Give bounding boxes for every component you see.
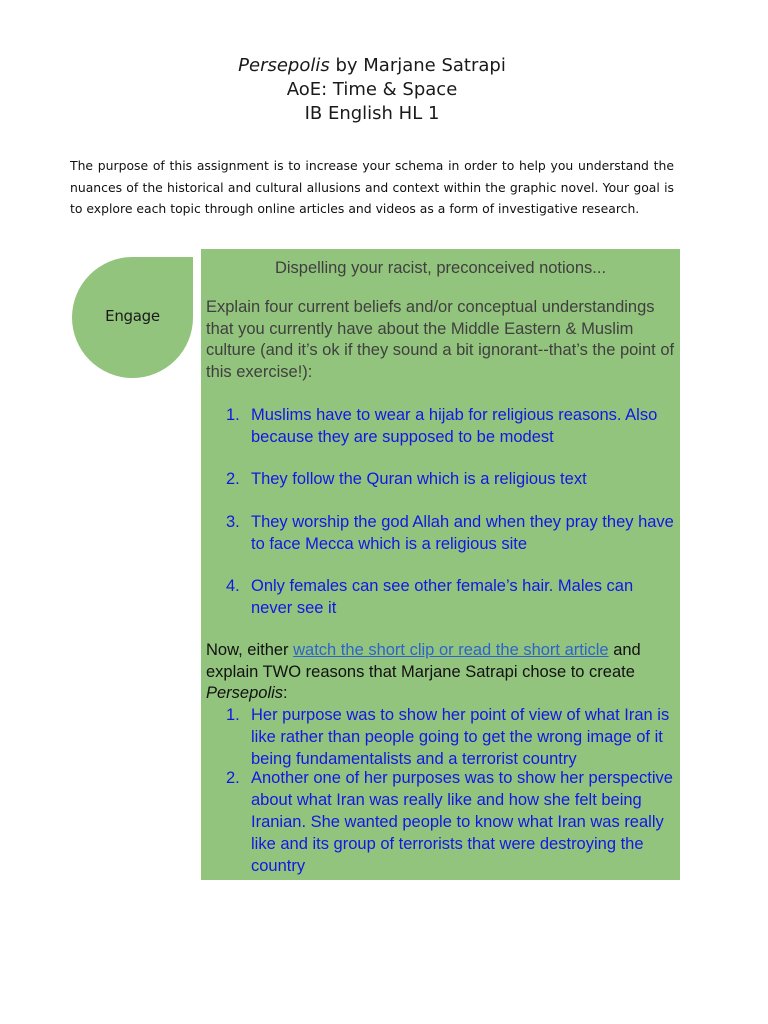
course-name: IB English HL 1 (304, 103, 440, 124)
reason-text: Her purpose was to show her point of view of what Iran is like rather than people going to get the wrong image of it being fundamentalists and a terrorist country (251, 706, 670, 768)
reason-number: 1. (226, 706, 240, 724)
reason-item (206, 704, 678, 770)
belief-item (206, 575, 678, 619)
reason-number: 2. (226, 769, 240, 787)
belief-text: They worship the god Allah and when they pray they have to face Mecca which is a religious site (251, 513, 674, 553)
belief-number: 3. (226, 513, 240, 531)
belief-item (206, 468, 678, 490)
intro-paragraph: The purpose of this assignment is to increase your schema in order to help you understand the nuances of the historical and cultural allusions and context within the graphic novel. Your goal is to explore each topic through online articles and videos as a form of investigative research. (70, 158, 674, 216)
reasons-prompt-prefix: Now, either (206, 641, 294, 659)
belief-number: 1. (226, 406, 240, 424)
subtitle: AoE: Time & Space (286, 79, 458, 100)
beliefs-prompt: Explain four current beliefs and/or conceptual understandings that you currently have about the Middle Eastern & Muslim culture (and it’s ok if they sound a bit ignorant--that’s the point of this exercise!): (206, 298, 675, 381)
belief-text: Muslims have to wear a hijab for religious reasons. Also because they are supposed to be modest (251, 406, 658, 446)
reason-text: Another one of her purposes was to show her perspective about what Iran was really like and how she felt being Iranian. She wanted people to know what Iran was really like and its group of terrorists that were destroying the country (251, 769, 673, 875)
clip-article-link[interactable]: watch the short clip or read the short article (293, 641, 609, 659)
belief-text: They follow the Quran which is a religious text (251, 470, 587, 488)
belief-number: 2. (226, 470, 240, 488)
prompt-colon: : (283, 684, 288, 702)
reason-item (206, 767, 678, 877)
book-title: Persepolis (238, 55, 330, 76)
panel-heading: Dispelling your racist, preconceived notions... (274, 259, 607, 277)
document-title-block (0, 54, 744, 126)
reasons-prompt (206, 640, 678, 705)
engage-label: Engage (105, 307, 160, 325)
belief-item (206, 511, 678, 555)
author-byline: by Marjane Satrapi (329, 55, 506, 76)
belief-text: Only females can see other female’s hair. Males can never see it (251, 577, 634, 617)
belief-item (206, 404, 678, 448)
title-line (0, 54, 744, 78)
reasons-prompt-suffix: and explain TWO reasons that Marjane Satrapi chose to create (206, 641, 641, 681)
belief-number: 4. (226, 577, 240, 595)
book-reference: Persepolis (206, 684, 284, 702)
